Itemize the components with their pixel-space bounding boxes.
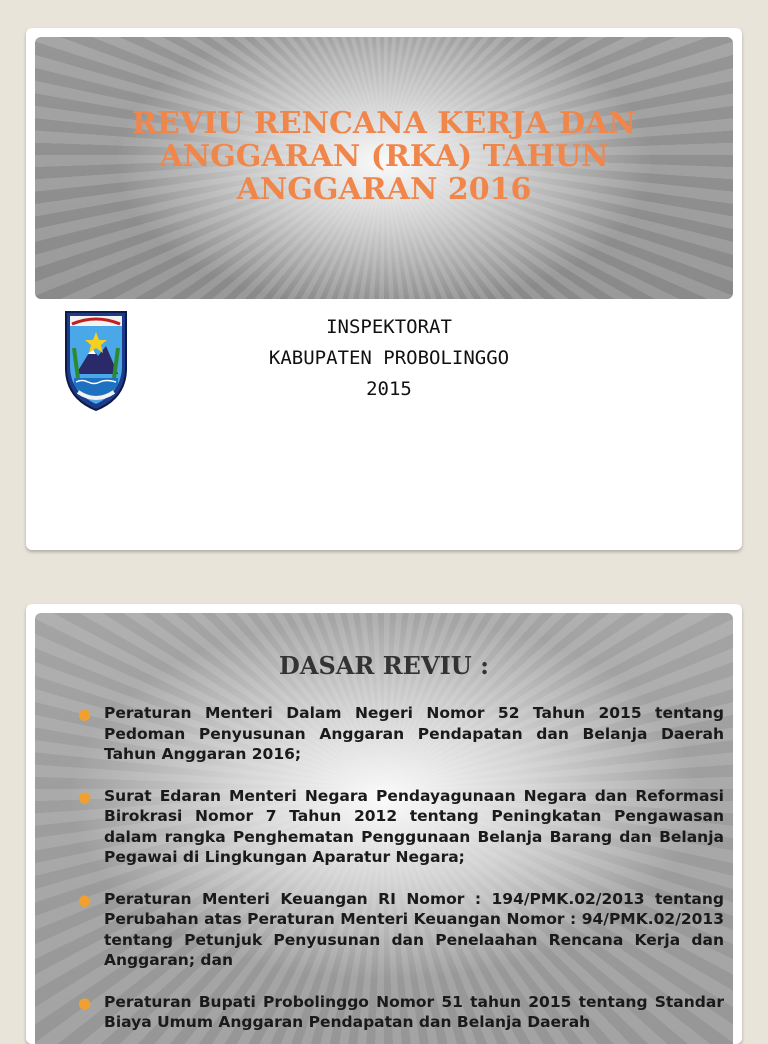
bullet-list	[78, 703, 724, 1044]
title-line-2: ANGGARAN (RKA) TAHUN	[159, 139, 609, 174]
list-item-text: Peraturan Menteri Dalam Negeri Nomor 52 Tahun 2015 tentang Pedoman Penyusunan Anggaran Pendapatan dan Belanja Daerah Tahun Anggaran 2016;	[104, 704, 724, 763]
slide-dasar-reviu	[26, 604, 742, 1044]
title-line-3: ANGGARAN 2016	[236, 172, 532, 207]
title-line-1: REVIU RENCANA KERJA DAN	[132, 106, 636, 141]
list-item	[78, 786, 724, 868]
slide-title-text	[95, 107, 673, 206]
title-band	[35, 37, 733, 299]
list-item-text: Peraturan Menteri Keuangan RI Nomor : 194/PMK.02/2013 tentang Perubahan atas Peraturan Menteri Keuangan Nomor : 94/PMK.02/2013 tentang Petunjuk Penyusunan dan Penelaahan Rencana Kerja dan Anggaran; dan	[104, 889, 724, 969]
slide-subtitle	[176, 312, 602, 405]
regency-emblem-icon	[62, 308, 130, 414]
list-item	[78, 889, 724, 971]
list-item	[78, 992, 724, 1033]
slide-title	[26, 28, 742, 550]
content-band	[35, 613, 733, 1044]
list-item-text: Surat Edaran Menteri Negara Pendayagunaan Negara dan Reformasi Birokrasi Nomor 7 Tahun 2012 tentang Peningkatan Pengawasan dalam rangka Penghematan Penggunaan Belanja Barang dan Belanja Pegawai di Lingkungan Aparatur Negara;	[104, 786, 724, 866]
subtitle-line-1: INSPEKTORAT	[326, 316, 452, 338]
bullet-icon: ●	[78, 705, 92, 723]
list-item	[78, 703, 724, 765]
bullet-icon: ●	[78, 993, 92, 1012]
subtitle-line-2: KABUPATEN PROBOLINGGO	[268, 347, 510, 369]
list-item-text: Peraturan Bupati Probolinggo Nomor 51 tahun 2015 tentang Standar Biaya Umum Anggaran Pendapatan dan Belanja Daerah	[104, 992, 724, 1031]
section-heading: DASAR REVIU :	[279, 651, 489, 680]
subtitle-line-3: 2015	[366, 378, 412, 400]
bullet-icon: ●	[78, 890, 92, 909]
bullet-icon: ●	[78, 787, 92, 806]
